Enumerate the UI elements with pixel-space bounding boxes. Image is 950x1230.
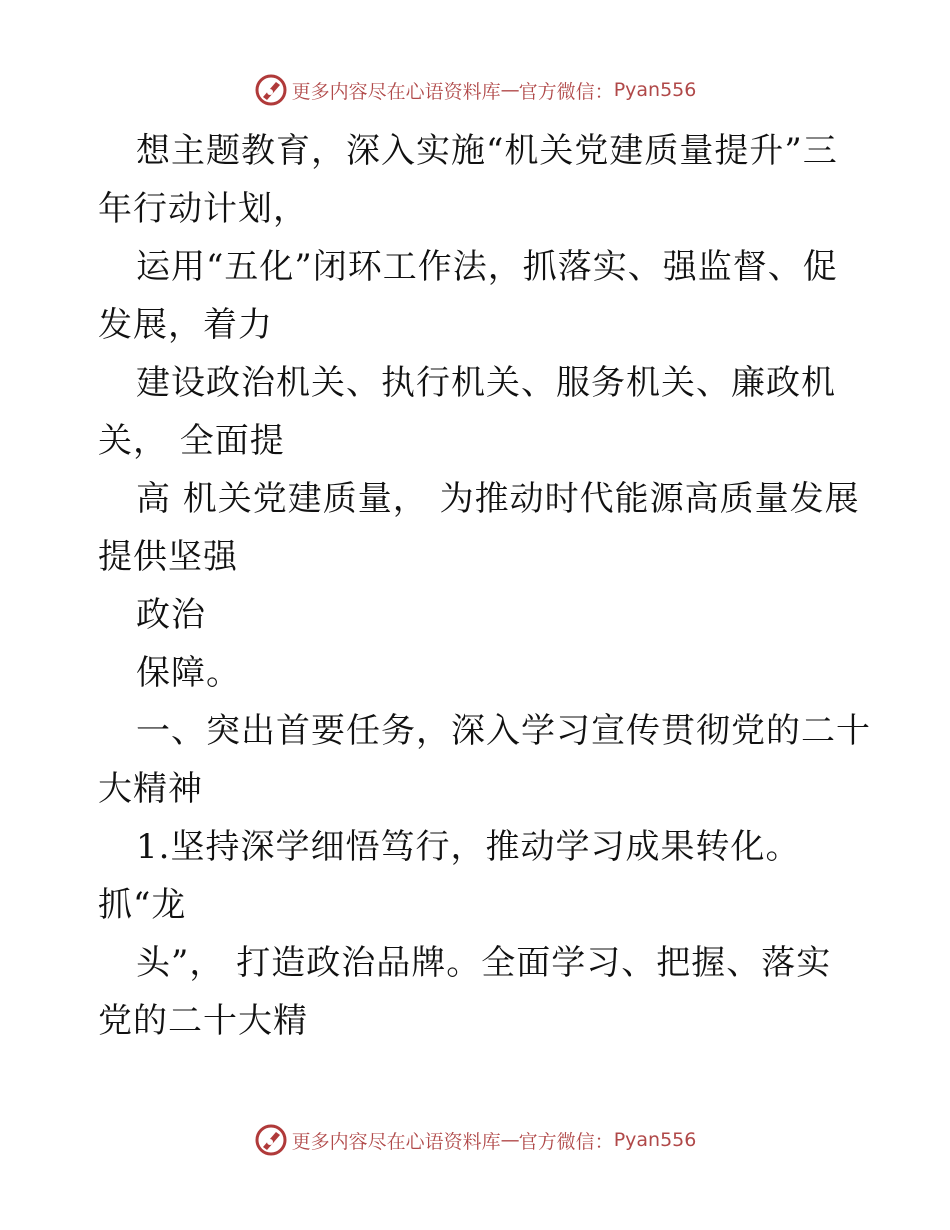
header-watermark — [0, 70, 950, 110]
text-line: 政治 — [136, 595, 206, 635]
text-line: 发展，着力 — [98, 305, 273, 345]
text-line: 想主题教育，深入实施“机关党建质量提升”三 — [136, 131, 838, 171]
text-line: 抓“龙 — [98, 885, 187, 925]
text-line: 党的二十大精 — [98, 1001, 308, 1041]
text-line: 头”， 打造政治品牌。全面学习、把握、落实 — [136, 943, 832, 983]
text-line: 高 机关党建质量， 为推动时代能源高质量发展 — [136, 479, 860, 519]
watermark-suffix: 官方微信： — [518, 80, 614, 103]
watermark-prefix: 更多内容尽在心语资料库 — [291, 1130, 501, 1153]
text-line: 运用“五化”闭环工作法，抓落实、强监督、促 — [136, 247, 838, 287]
text-line: 提供坚强 — [98, 537, 238, 577]
watermark-dash: — — [500, 79, 519, 101]
pen-logo-icon — [254, 73, 288, 107]
watermark-suffix: 官方微信： — [518, 1130, 614, 1153]
text-line: 关， 全面提 — [98, 421, 285, 461]
watermark-prefix: 更多内容尽在心语资料库 — [291, 80, 501, 103]
footer-watermark — [0, 1120, 950, 1160]
pen-logo-icon — [254, 1123, 288, 1157]
section-heading-cont: 大精神 — [98, 769, 203, 809]
document-body — [98, 122, 871, 1050]
watermark-id: Pyan556 — [613, 1129, 697, 1151]
watermark-id: Pyan556 — [613, 79, 697, 101]
text-line: 建设政治机关、执行机关、服务机关、廉政机 — [136, 363, 836, 403]
text-line: 保障。 — [136, 653, 241, 693]
subsection-heading: 1.坚持深学细悟笃行，推动学习成果转化。 — [136, 827, 801, 867]
text-line: 年行动计划， — [98, 189, 308, 229]
section-heading: 一、突出首要任务，深入学习宣传贯彻党的二十 — [136, 711, 871, 751]
watermark-dash: — — [500, 1129, 519, 1151]
